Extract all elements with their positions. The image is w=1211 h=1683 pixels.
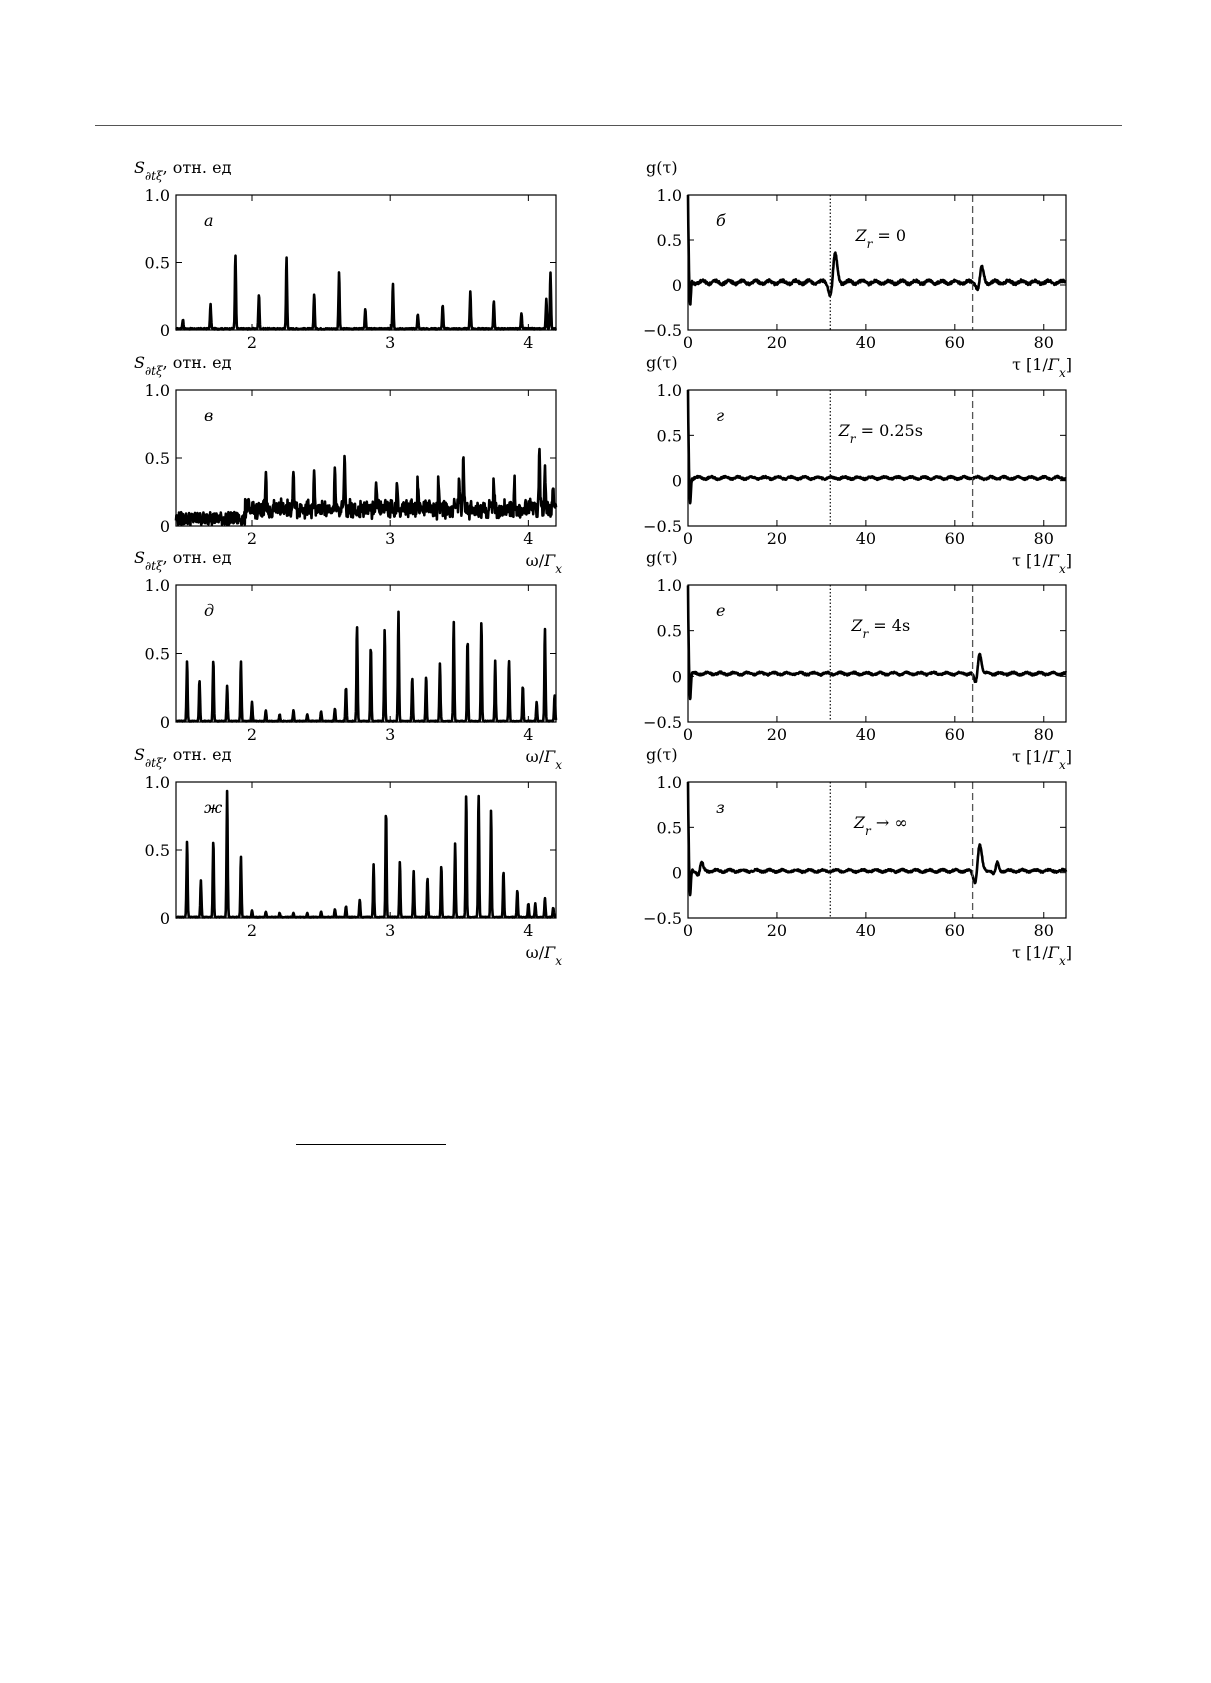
y-tick-label: 0 — [671, 276, 682, 295]
y-tick-label: 0 — [671, 863, 682, 883]
x-tick-label: 2 — [246, 529, 258, 548]
x-tick-label: 80 — [1033, 333, 1054, 352]
y-tick-label: 0.5 — [144, 449, 170, 468]
data-line — [688, 782, 1066, 895]
y-axis-label: $S_{\partial t\xi}$, отн. ед — [134, 745, 232, 770]
panel-letter: в — [204, 406, 214, 425]
y-tick-label: 0.5 — [656, 231, 682, 250]
plot-frame — [688, 782, 1066, 918]
x-tick-label: 4 — [523, 725, 534, 744]
panel-letter: ж — [204, 798, 223, 817]
x-tick-label: 60 — [944, 921, 966, 940]
x-tick-label: 4 — [523, 529, 534, 548]
plot-frame — [176, 782, 556, 918]
chart-panel-д — [134, 548, 562, 772]
x-tick-label: 80 — [1033, 725, 1054, 744]
x-tick-label: 60 — [944, 333, 966, 352]
x-axis-label: τ $[1/\Gamma_x]$ — [1012, 943, 1072, 968]
chart-panel-a — [134, 158, 556, 352]
y-tick-label: −0.5 — [643, 909, 682, 928]
x-axis-label: $\omega/\Gamma_x$ — [525, 747, 562, 772]
x-tick-label: 3 — [385, 921, 396, 940]
curve-annotation: $Z_r = 0.25s$ — [838, 421, 923, 446]
x-tick-label: 2 — [246, 921, 258, 940]
y-tick-label: 0 — [159, 517, 170, 536]
data-line — [688, 390, 1066, 503]
plot-frame — [688, 390, 1066, 526]
y-tick-label: 1.0 — [144, 186, 170, 205]
y-tick-label: 1.0 — [656, 773, 682, 792]
y-axis-label: $S_{\partial t\xi}$, отн. ед — [134, 158, 232, 183]
y-tick-label: 0 — [159, 713, 170, 732]
x-tick-label: 80 — [1033, 529, 1054, 548]
chart-panel-в — [134, 353, 562, 576]
curve-annotation: $Z_r = 4s$ — [851, 616, 911, 641]
x-tick-label: 0 — [682, 529, 694, 548]
y-tick-label: 0 — [671, 471, 682, 491]
x-tick-label: 60 — [944, 725, 966, 744]
y-tick-label: −0.5 — [643, 517, 682, 536]
curve-annotation: $Z_r$ → ∞ — [853, 813, 908, 838]
y-tick-label: 0 — [159, 909, 170, 928]
x-tick-label: 2 — [246, 725, 258, 744]
curve-annotation: $Z_r = 0$ — [855, 226, 907, 251]
chart-panel-е — [643, 548, 1072, 772]
y-tick-label: −0.5 — [643, 713, 682, 732]
x-axis-label: τ $[1/\Gamma_x]$ — [1012, 747, 1072, 772]
panel-letter: е — [716, 601, 726, 620]
x-tick-label: 4 — [523, 921, 534, 940]
y-tick-label: 0 — [159, 321, 170, 340]
x-tick-label: 60 — [944, 529, 966, 548]
panel-letter: a — [204, 211, 214, 230]
y-tick-label: 1.0 — [656, 576, 682, 595]
x-axis-label: τ $[1/\Gamma_x]$ — [1012, 551, 1072, 576]
data-line — [688, 586, 1066, 700]
x-tick-label: 2 — [246, 333, 258, 352]
y-tick-label: 0.5 — [144, 841, 170, 860]
x-tick-label: 20 — [766, 333, 788, 352]
plot-frame — [688, 195, 1066, 330]
x-tick-label: 80 — [1033, 921, 1054, 940]
y-tick-label: 1.0 — [144, 773, 170, 792]
x-tick-label: 0 — [682, 333, 694, 352]
y-tick-label: 0.5 — [656, 818, 682, 838]
x-tick-label: 40 — [855, 725, 877, 744]
x-tick-label: 3 — [385, 529, 396, 548]
x-axis-label: τ $[1/\Gamma_x]$ — [1012, 355, 1072, 380]
y-tick-label: 1.0 — [144, 576, 170, 595]
x-tick-label: 4 — [523, 333, 534, 352]
x-tick-label: 3 — [385, 333, 396, 352]
chart-panel-г — [643, 353, 1072, 576]
y-axis-label: g(τ) — [646, 745, 678, 764]
plot-frame — [688, 585, 1066, 722]
y-axis-label: g(τ) — [646, 353, 678, 372]
x-tick-label: 40 — [855, 529, 877, 548]
panel-letter: г — [716, 406, 725, 425]
x-tick-label: 20 — [766, 529, 788, 548]
x-axis-label: $\omega/\Gamma_x$ — [525, 943, 562, 968]
x-tick-label: 0 — [682, 725, 694, 744]
chart-panel-ж — [134, 745, 562, 968]
data-line — [176, 612, 556, 722]
y-tick-label: 1.0 — [656, 381, 682, 400]
y-tick-label: 0.5 — [144, 644, 170, 664]
data-line — [176, 449, 556, 525]
chart-panel-б — [643, 158, 1072, 380]
y-tick-label: −0.5 — [643, 321, 682, 340]
x-tick-label: 20 — [766, 921, 788, 940]
y-tick-label: 0.5 — [656, 426, 682, 446]
y-tick-label: 1.0 — [144, 381, 170, 400]
data-line — [176, 791, 556, 917]
y-axis-label: $S_{\partial t\xi}$, отн. ед — [134, 353, 232, 378]
x-tick-label: 20 — [766, 725, 788, 744]
x-axis-label: $\omega/\Gamma_x$ — [525, 551, 562, 576]
y-axis-label: g(τ) — [646, 158, 678, 177]
y-axis-label: g(τ) — [646, 548, 678, 567]
panel-letter: д — [204, 601, 215, 620]
x-tick-label: 0 — [682, 921, 694, 940]
panel-letter: б — [716, 211, 726, 230]
x-tick-label: 3 — [385, 725, 396, 744]
data-line — [176, 256, 556, 330]
y-tick-label: 0 — [671, 667, 682, 687]
plot-frame — [176, 585, 556, 722]
data-line — [688, 195, 1066, 304]
x-tick-label: 40 — [855, 921, 877, 940]
y-tick-label: 0.5 — [144, 253, 170, 273]
y-tick-label: 0.5 — [656, 621, 682, 641]
chart-panel-з — [643, 745, 1072, 968]
panel-letter: з — [716, 798, 725, 817]
y-axis-label: $S_{\partial t\xi}$, отн. ед — [134, 548, 232, 573]
y-tick-label: 1.0 — [656, 186, 682, 205]
x-tick-label: 40 — [855, 333, 877, 352]
